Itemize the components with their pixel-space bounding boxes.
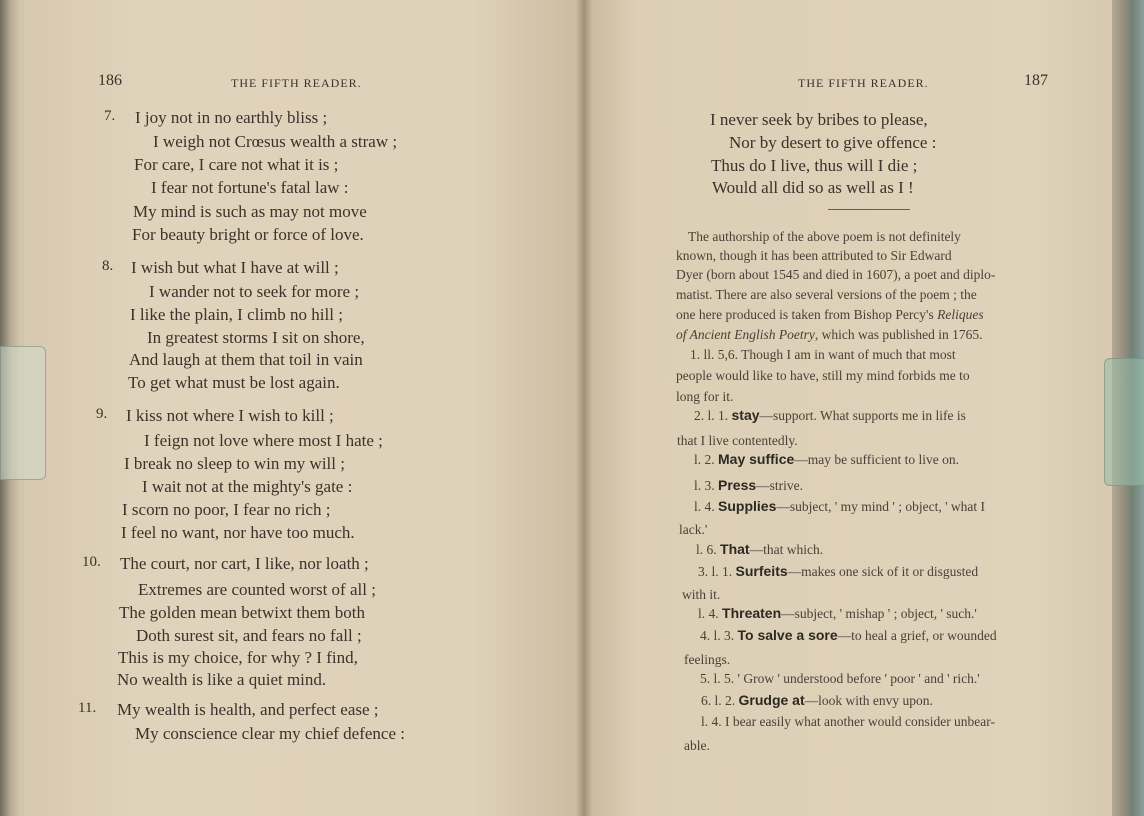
gloss-term: Press: [718, 477, 757, 493]
gloss-line: [694, 476, 803, 495]
poem-line: I feign not love where most I hate ;: [144, 431, 383, 450]
gloss-text: —makes one sick of it or disgusted: [787, 564, 979, 579]
gloss-text: I bear easily what another would consider unbear-: [725, 714, 996, 729]
gloss-term: stay: [731, 407, 760, 423]
gloss-line: [700, 669, 980, 688]
stanza-number: 11.: [78, 700, 97, 716]
poem-line: My mind is such as may not move: [133, 202, 367, 221]
gloss-line: long for it.: [676, 389, 734, 404]
gloss-line: that I live contentedly.: [677, 433, 798, 448]
gloss-term: Grudge at: [738, 692, 805, 708]
gloss-ref: l. 4.: [694, 499, 715, 514]
gloss-text: —look with envy upon.: [804, 693, 933, 708]
gloss-ref: 5. l. 5.: [700, 671, 735, 686]
page-clip-left: [0, 346, 46, 480]
poem-line: Nor by desert to give offence :: [729, 133, 937, 152]
gloss-text: —subject, ' my mind ' ; object, ' what I: [776, 499, 986, 514]
stanza-number: 7.: [104, 108, 116, 124]
poem-line: To get what must be lost again.: [128, 373, 340, 392]
note-text: , which was published in 1765.: [814, 327, 983, 342]
gloss-line: [701, 691, 933, 710]
poem-line: I kiss not where I wish to kill ;: [126, 406, 334, 425]
poem-line: I wish but what I have at will ;: [131, 258, 339, 277]
poem-line: And laugh at them that toil in vain: [129, 350, 363, 369]
poem-line: The golden mean betwixt them both: [119, 603, 365, 622]
gloss-line: people would like to have, still my mind forbids me to: [676, 368, 970, 383]
gloss-line: [698, 604, 977, 623]
right-running-head: THE FIFTH READER.: [798, 76, 929, 90]
gloss-text: —that which.: [749, 542, 824, 557]
gloss-ref: l. 6.: [696, 542, 717, 557]
poem-line: For care, I care not what it is ;: [134, 155, 339, 174]
gloss-line: [700, 626, 997, 645]
note-line: Dyer (born about 1545 and died in 1607), a poet and diplo-: [676, 267, 996, 282]
gloss-term: Supplies: [718, 498, 777, 514]
gloss-line: able.: [684, 738, 710, 753]
gloss-line: [694, 497, 985, 516]
gloss-text: Though I am in want of much that most: [741, 347, 956, 362]
gloss-text: —subject, ' mishap ' ; object, ' such.': [781, 606, 977, 621]
poem-line: I like the plain, I climb no hill ;: [130, 305, 343, 324]
poem-line: I break no sleep to win my will ;: [124, 454, 345, 473]
stanza-number: 10.: [82, 554, 101, 570]
gloss-line: [690, 345, 956, 364]
note-line: known, though it has been attributed to Sir Edward: [676, 248, 952, 263]
gloss-ref: l. 3.: [694, 478, 715, 493]
poem-line: This is my choice, for why ? I find,: [118, 648, 358, 667]
poem-line: I joy not in no earthly bliss ;: [135, 108, 328, 127]
gloss-ref: l. 2.: [694, 452, 715, 467]
gloss-line: [698, 562, 978, 581]
poem-line: I never seek by bribes to please,: [710, 110, 928, 129]
poem-line: Would all did so as well as I !: [712, 178, 914, 197]
right-page-number: 187: [1024, 72, 1048, 89]
gloss-text: ' Grow ' understood before ' poor ' and ' rich.': [737, 671, 980, 686]
note-line: The authorship of the above poem is not definitely: [688, 229, 961, 244]
note-line: [676, 325, 982, 344]
gloss-line: [696, 540, 823, 559]
gloss-ref: l. 4.: [701, 714, 722, 729]
book-gutter: [576, 0, 592, 816]
poem-line: I scorn no poor, I fear no rich ;: [122, 500, 331, 519]
gloss-text: —to heal a grief, or wounded: [837, 628, 997, 643]
page-clip-right: [1104, 358, 1144, 486]
note-line: [676, 305, 984, 324]
poem-line: In greatest storms I sit on shore,: [147, 328, 365, 347]
gloss-text: —may be sufficient to live on.: [794, 452, 959, 467]
poem-line: The court, nor cart, I like, nor loath ;: [120, 554, 369, 573]
gloss-line: [694, 450, 959, 469]
left-running-head: THE FIFTH READER.: [231, 76, 362, 90]
stanza-number: 9.: [96, 406, 108, 422]
poem-line: I fear not fortune's fatal law :: [151, 178, 349, 197]
gloss-line: lack.': [679, 522, 708, 537]
poem-line: I wander not to seek for more ;: [149, 282, 360, 301]
gloss-line: feelings.: [684, 652, 731, 667]
book-title-italic: of Ancient English Poetry: [676, 327, 815, 342]
gloss-line: [694, 406, 966, 425]
gloss-ref: 4. l. 3.: [700, 628, 735, 643]
gloss-term: Surfeits: [735, 563, 788, 579]
poem-line: Extremes are counted worst of all ;: [138, 580, 376, 599]
poem-line: My conscience clear my chief defence :: [135, 724, 405, 743]
gloss-term: To salve a sore: [737, 627, 838, 643]
gloss-text: —strive.: [756, 478, 804, 493]
gloss-text: —support. What supports me in life is: [759, 408, 966, 423]
book-title-italic: Reliques: [937, 307, 984, 322]
poem-line: My wealth is health, and perfect ease ;: [117, 700, 379, 719]
stanza-number: 8.: [102, 258, 114, 274]
note-text: one here produced is taken from Bishop Percy's: [676, 307, 934, 322]
gloss-line: with it.: [682, 587, 721, 602]
poem-line: I weigh not Crœsus wealth a straw ;: [153, 132, 398, 151]
poem-line: I feel no want, nor have too much.: [121, 523, 355, 542]
note-line: matist. There are also several versions of the poem ; the: [676, 287, 977, 302]
gloss-line: [701, 712, 995, 731]
poem-line: For beauty bright or force of love.: [132, 225, 364, 244]
poem-line: No wealth is like a quiet mind.: [117, 670, 327, 689]
gloss-ref: 1. ll. 5,6.: [690, 347, 739, 362]
gloss-term: May suffice: [718, 451, 795, 467]
poem-line: Thus do I live, thus will I die ;: [711, 156, 918, 175]
gloss-term: Threaten: [722, 605, 782, 621]
gloss-ref: l. 4.: [698, 606, 719, 621]
gloss-term: That: [720, 541, 750, 557]
poem-line: I wait not at the mighty's gate :: [142, 477, 353, 496]
section-divider: [828, 209, 910, 210]
gloss-ref: 6. l. 2.: [701, 693, 736, 708]
gloss-ref: 3. l. 1.: [698, 564, 733, 579]
gloss-ref: 2. l. 1.: [694, 408, 729, 423]
poem-line: Doth surest sit, and fears no fall ;: [136, 626, 362, 645]
left-page-number: 186: [98, 72, 122, 89]
